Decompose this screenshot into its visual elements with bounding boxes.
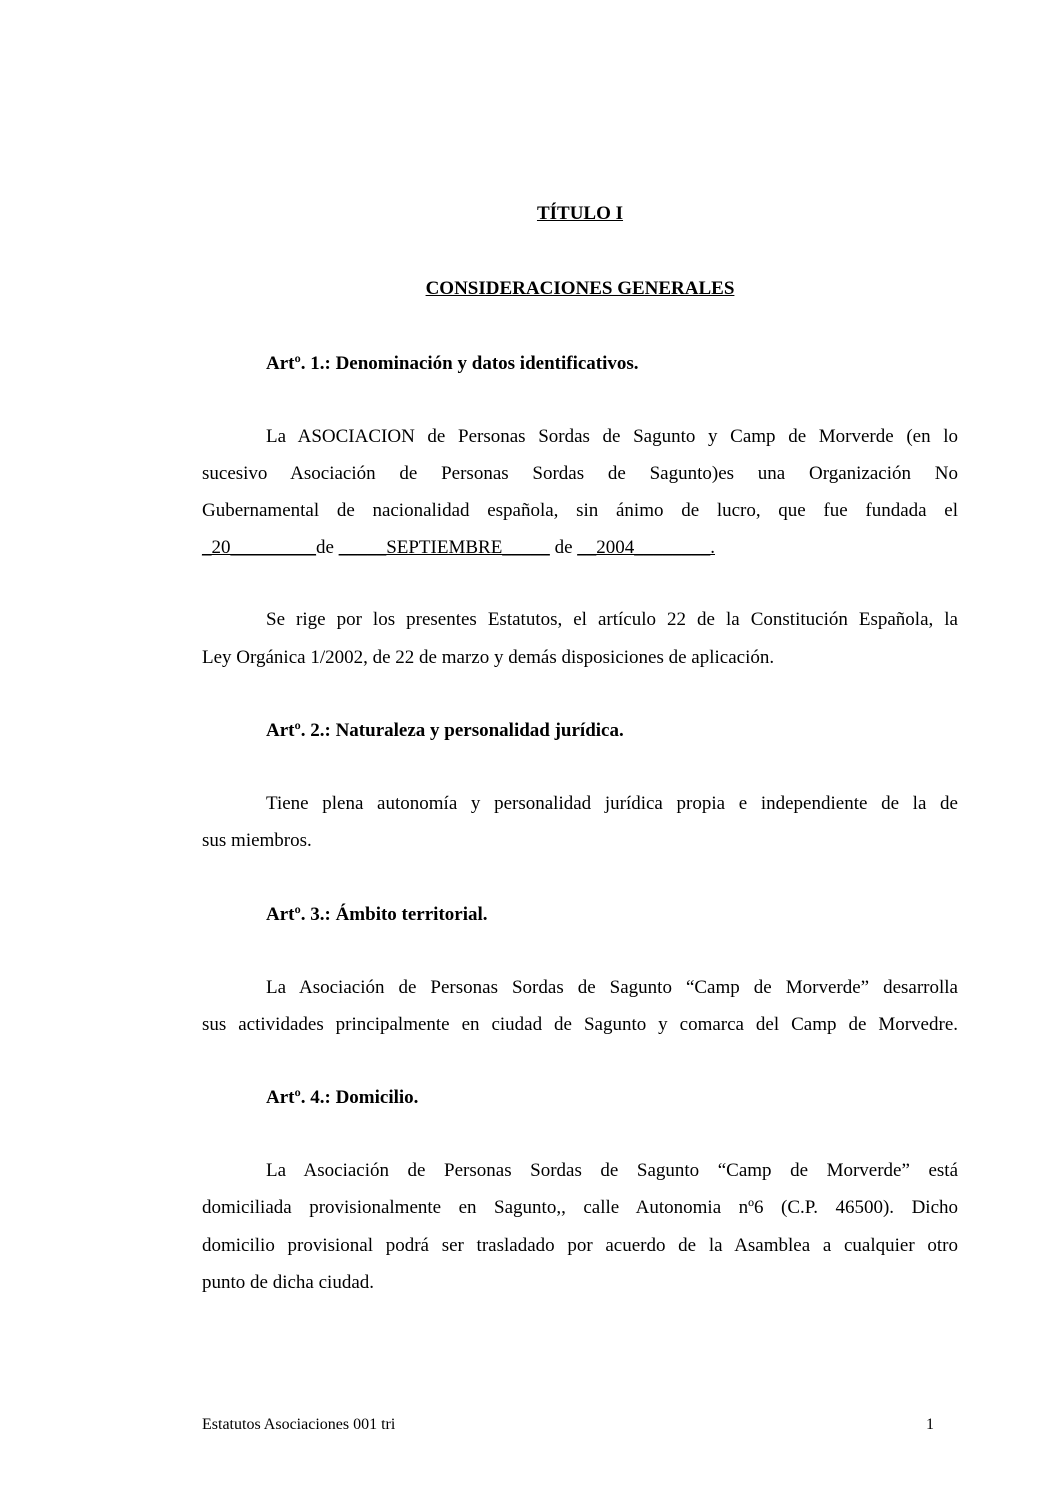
foundation-year: __2004________. <box>577 537 715 558</box>
art4-paragraph-line: domicilio provisional podrá ser trasladado por acuerdo de la Asamblea a cualquier otro <box>202 1235 958 1256</box>
art2-paragraph-line: Tiene plena autonomía y personalidad jurídica propia e independiente de la de <box>266 793 958 814</box>
art1-paragraph-line: Gubernamental de nacionalidad española, sin ánimo de lucro, que fue fundada el <box>202 500 958 521</box>
art1-paragraph-line: La ASOCIACION de Personas Sordas de Sagunto y Camp de Morverde (en lo <box>266 426 958 447</box>
foundation-date-line <box>202 537 715 559</box>
art1-regulation-line: Ley Orgánica 1/2002, de 22 de marzo y demás disposiciones de aplicación. <box>202 647 775 668</box>
art2-heading: Artº. 2.: Naturaleza y personalidad jurídica. <box>266 720 624 741</box>
art4-paragraph-line: domiciliada provisionalmente en Sagunto,, calle Autonomia nº6 (C.P. 46500). Dicho <box>202 1197 958 1218</box>
art4-paragraph-line: punto de dicha ciudad. <box>202 1272 375 1293</box>
footer-document-name: Estatutos Asociaciones 001 tri <box>202 1416 396 1433</box>
art3-paragraph-line: La Asociación de Personas Sordas de Sagunto “Camp de Morverde” desarrolla <box>266 977 958 998</box>
art1-heading: Artº. 1.: Denominación y datos identificativos. <box>266 353 639 374</box>
art4-paragraph-line: La Asociación de Personas Sordas de Sagunto “Camp de Morverde” está <box>266 1160 958 1181</box>
art1-regulation-line: Se rige por los presentes Estatutos, el artículo 22 de la Constitución Española, la <box>266 609 958 630</box>
footer-page-number: 1 <box>926 1416 934 1433</box>
art3-paragraph-line: sus actividades principalmente en ciudad de Sagunto y comarca del Camp de Morvedre. <box>202 1014 958 1035</box>
art2-paragraph-line: sus miembros. <box>202 830 312 851</box>
date-de-2: de <box>554 537 573 558</box>
art4-heading: Artº. 4.: Domicilio. <box>266 1087 419 1108</box>
date-de-1: de <box>316 537 334 558</box>
foundation-month: _____SEPTIEMBRE_____ <box>338 537 550 558</box>
foundation-day: _20_________ <box>202 537 316 558</box>
art1-paragraph-line: sucesivo Asociación de Personas Sordas de Sagunto)es una Organización No <box>202 463 958 484</box>
document-subtitle: CONSIDERACIONES GENERALES <box>425 278 735 299</box>
document-title: TÍTULO I <box>536 203 624 224</box>
art3-heading: Artº. 3.: Ámbito territorial. <box>266 904 488 925</box>
